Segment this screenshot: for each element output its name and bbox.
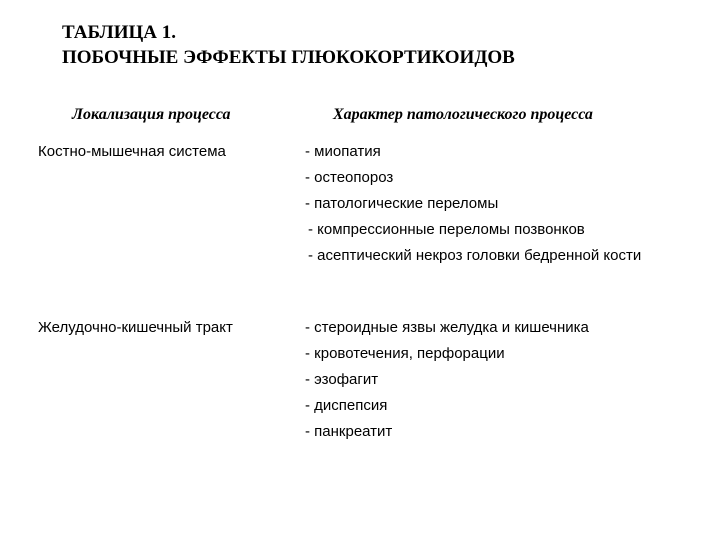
list-item: - миопатия [305, 143, 381, 160]
list-item: - панкреатит [305, 423, 393, 440]
column-header-localization: Локализация процесса [72, 106, 231, 123]
list-item: - кровотечения, перфорации [305, 345, 505, 362]
row-1-effects-list [305, 139, 645, 267]
row-1-localization: Костно-мышечная система [38, 143, 226, 160]
list-item: - эзофагит [305, 371, 379, 388]
list-item: - остеопороз [305, 169, 394, 186]
row-2-effects-list [305, 315, 645, 445]
column-header-character: Характер патологического процесса [333, 106, 593, 123]
list-item: - стероидные язвы желудка и кишечника [305, 319, 589, 336]
table-title [62, 20, 515, 70]
row-2-localization: Желудочно-кишечный тракт [38, 319, 233, 336]
list-item: - асептический некроз головки бедренной кости [308, 247, 642, 264]
list-item: - компрессионные переломы позвонков [308, 221, 585, 238]
list-item: - диспепсия [305, 397, 388, 414]
title-line-1: ТАБЛИЦА 1. [62, 22, 176, 43]
list-item: - патологические переломы [305, 195, 499, 212]
title-line-2: ПОБОЧНЫЕ ЭФФЕКТЫ ГЛЮКОКОРТИКОИДОВ [62, 47, 515, 68]
